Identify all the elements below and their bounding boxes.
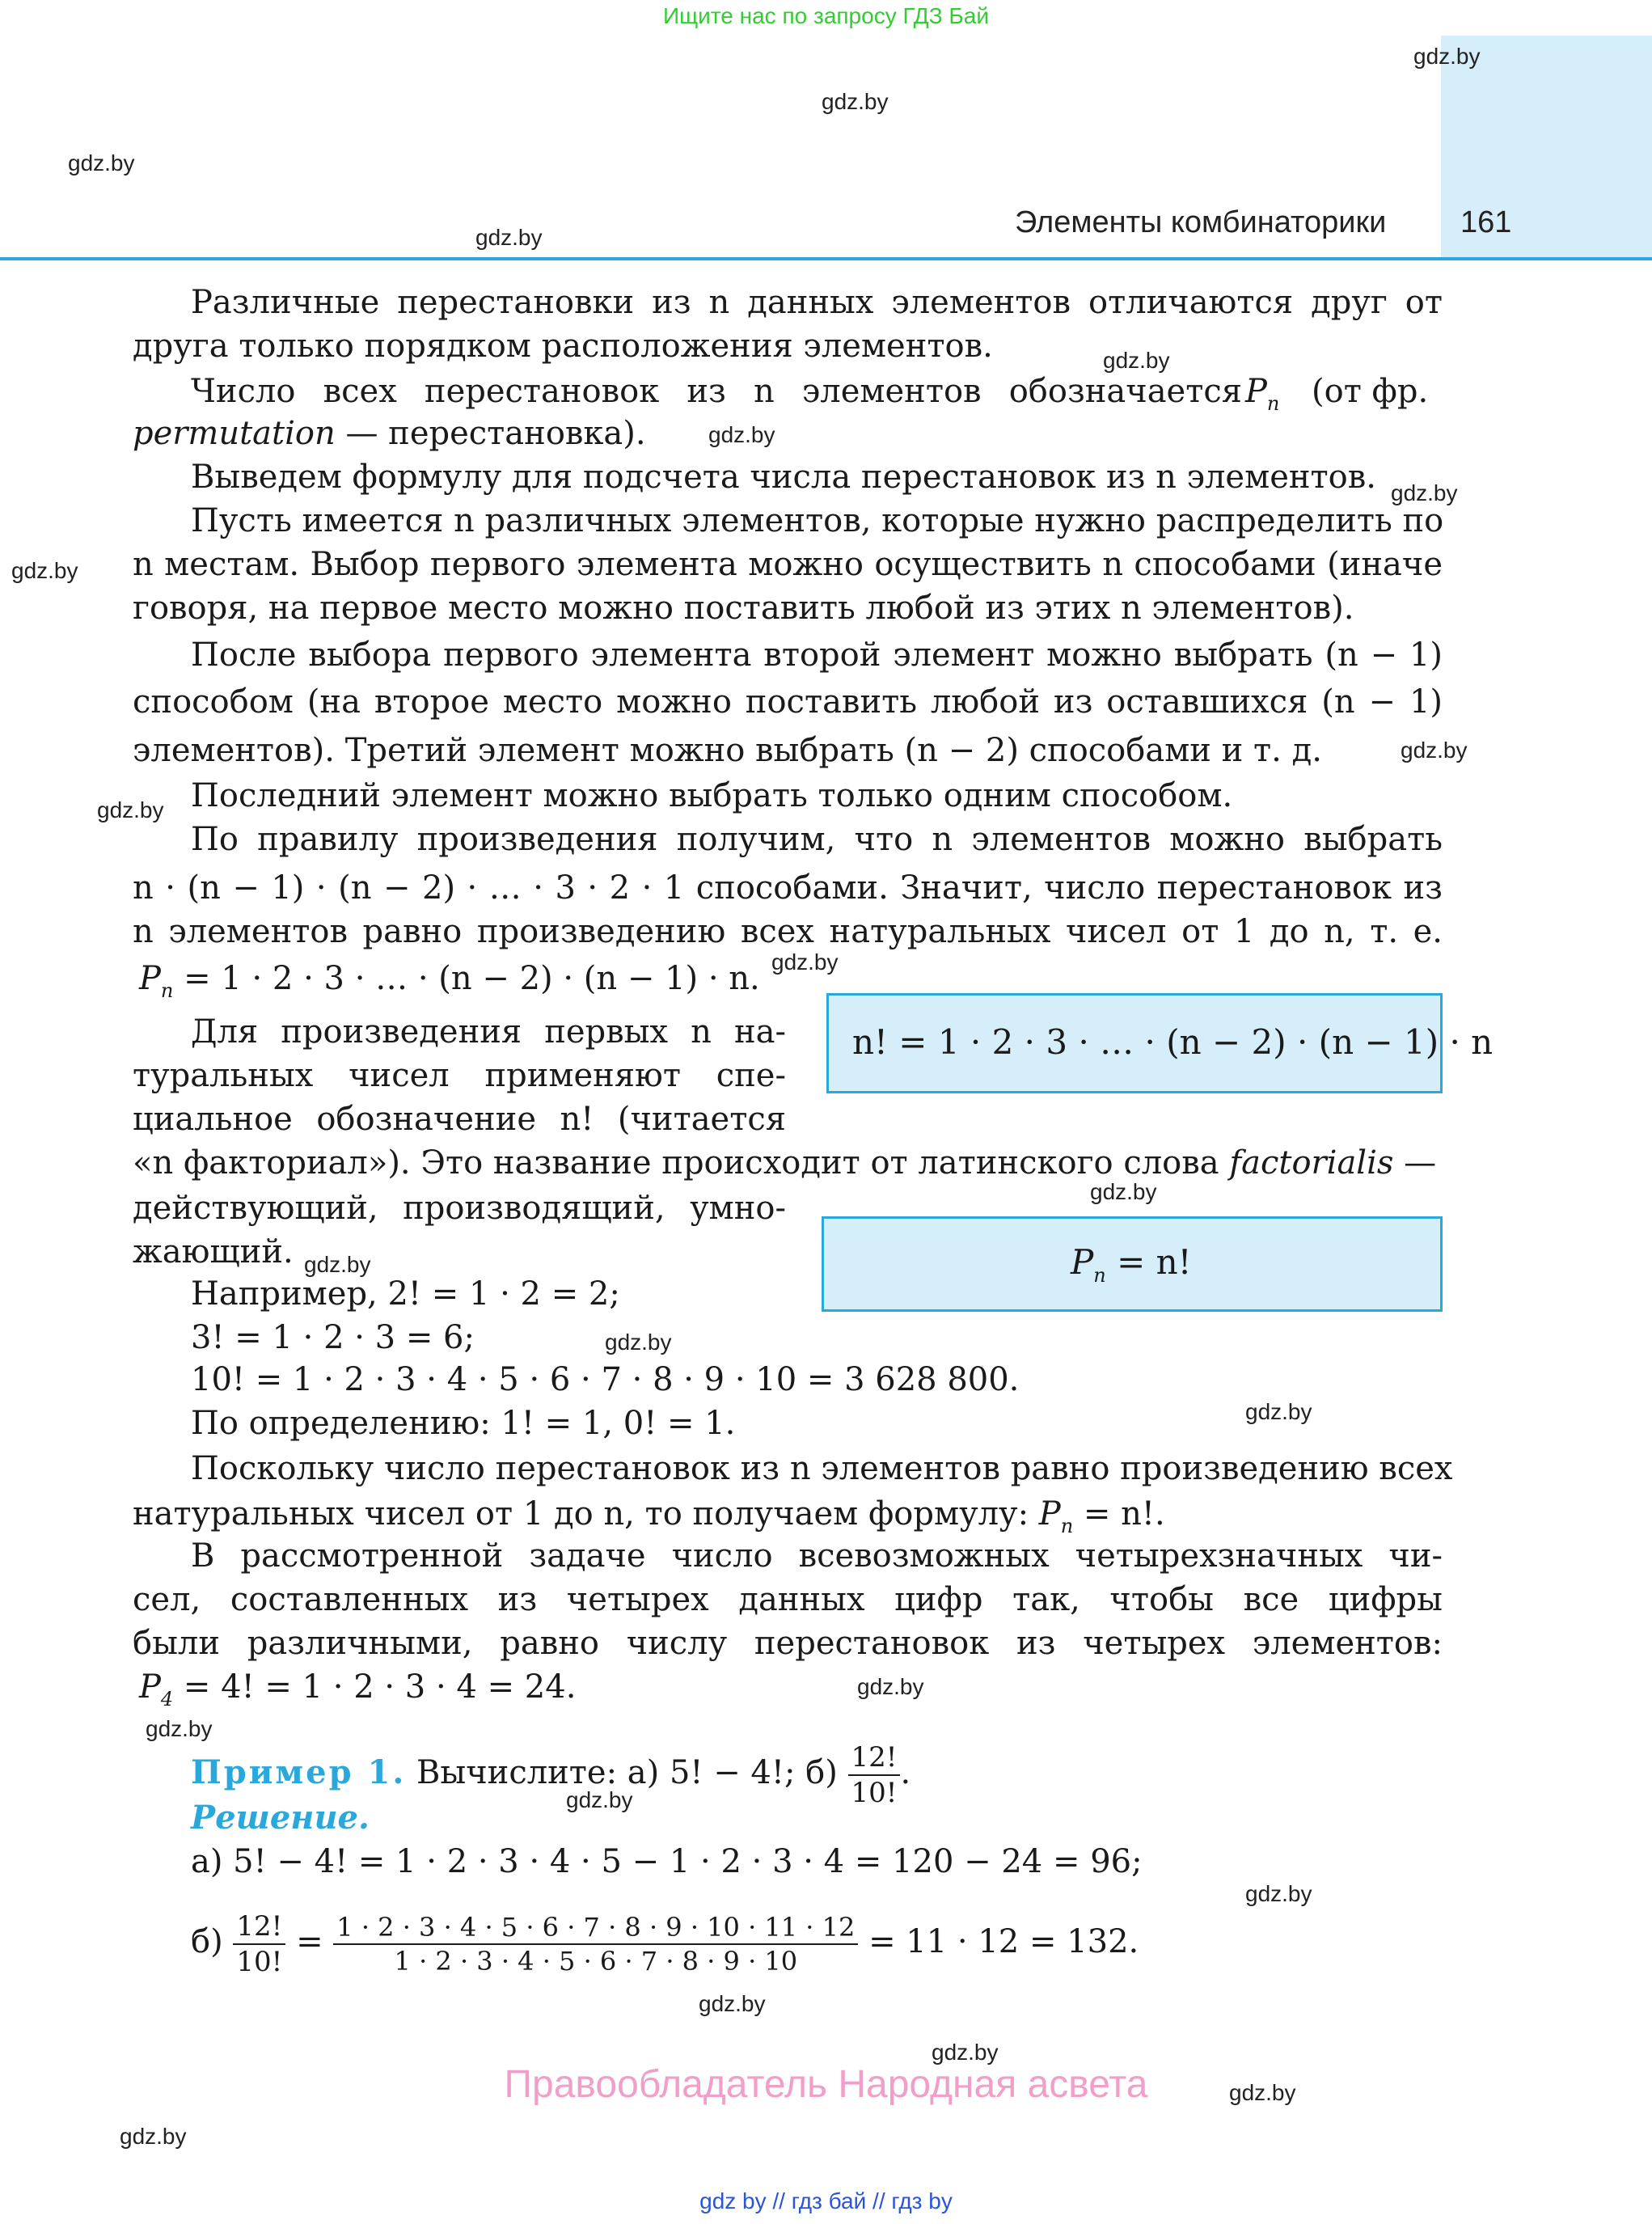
top-banner[interactable]: Ищите нас по запросу ГДЗ Бай [662, 3, 990, 28]
example-label: Пример 1. [191, 1753, 407, 1791]
watermark: gdz.by [932, 2040, 999, 2065]
paragraph-line: $P_4 = 4$! = 1 · 2 · 3 · 4 = 24. [139, 1668, 577, 1710]
watermark: gdz.by [771, 949, 839, 975]
paragraph-line: Различные перестановки из n данных элементов отличаются друг от [191, 284, 1443, 321]
fraction: $\frac{12!}{10!}$ [848, 1744, 901, 1807]
paragraph-line: Последний элемент можно выбрать только одним способом. [191, 777, 1233, 814]
watermark: gdz.by [146, 1716, 213, 1741]
bottom-links[interactable]: gdz by // гдз бай // гдз by [699, 2188, 953, 2213]
copyright-notice: Правообладатель Народная асвета [504, 2063, 1148, 2106]
paragraph-line: говоря, на первое место можно поставить любой из этих n элементов). [133, 590, 1354, 627]
example-line: Например, 2! = 1 · 2 = 2; [191, 1275, 620, 1313]
watermark: gdz.by [699, 1991, 766, 2016]
watermark: gdz.by [68, 150, 135, 175]
watermark: gdz.by [708, 422, 775, 447]
paragraph-line: туральных чисел применяют спе- [133, 1057, 786, 1094]
watermark: gdz.by [1103, 348, 1170, 373]
watermark: gdz.by [1401, 738, 1468, 763]
watermark: gdz.by [822, 89, 889, 114]
permutation-symbol: $P_n$ [1245, 373, 1280, 415]
watermark: gdz.by [304, 1252, 371, 1277]
solution-a: а) 5! − 4! = 1 · 2 · 3 · 4 · 5 − 1 · 2 · 3 · 4 = 120 − 24 = 96; [191, 1843, 1143, 1880]
example-line: По определению: 1! = 1, 0! = 1. [191, 1405, 736, 1442]
fraction: $\frac{12!}{10!}$ [233, 1913, 285, 1976]
paragraph-line: $P_n = 1 \cdot 2 \cdot 3$ · … · (n − 2) · (n − 1) · n. [139, 960, 760, 1002]
header-rule [0, 257, 1652, 260]
factorial-formula: n! = 1 · 2 · 3 · … · (n − 2) · (n − 1) · n [852, 1022, 1494, 1062]
watermark: gdz.by [475, 225, 543, 250]
paragraph-line: были различными, равно числу перестановок из четырех элементов: [133, 1625, 1443, 1662]
watermark: gdz.by [1413, 44, 1481, 69]
paragraph-line: По правилу произведения получим, что n элементов можно выбрать [191, 821, 1443, 858]
watermark: gdz.by [1090, 1179, 1157, 1204]
paragraph-line: Для произведения первых n на- [191, 1013, 786, 1051]
paragraph-line: сел, составленных из четырех данных цифр так, чтобы все цифры [133, 1581, 1443, 1618]
paragraph-line: n элементов равно произведению всех натуральных чисел от 1 до n, т. е. [133, 913, 1443, 950]
watermark: gdz.by [11, 558, 78, 583]
watermark: gdz.by [1245, 1399, 1312, 1424]
paragraph-line: «n факториал»). Это название происходит от латинского слова factorialis — [133, 1144, 1437, 1182]
paragraph-line: После выбора первого элемента второй элемент можно выбрать (n − 1) [191, 636, 1443, 674]
paragraph-line: натуральных чисел от 1 до n, то получаем формулу: $P_n = n$!. [133, 1495, 1165, 1537]
paragraph-line: В рассмотренной задаче число всевозможных четырехзначных чи- [191, 1537, 1443, 1575]
paragraph-line: Число всех перестановок из n элементов обозначается [191, 373, 1242, 410]
paragraph-line: Выведем формулу для подсчета числа перестановок из n элементов. [191, 459, 1376, 496]
paragraph-line: permutation — перестановка). [133, 415, 646, 452]
example-line: 10! = 1 · 2 · 3 · 4 · 5 · 6 · 7 · 8 · 9 · 10 = 3 628 800. [191, 1361, 1020, 1398]
solution-b: б) $\frac{12!}{10!}$ = $\frac{1 \cdot 2 \cdot 3 \cdot 4 \cdot 5 \cdot 6 \cdot 7 \cdot 8 \cdot 9 \cdot 10 \cdot 11 \cdot 12}{1 \cdot 2 \cdot 3 \cdot 4 \cdot 5 \cdot 6 \cdot 7 \cdot 8 \cdot 9 \cdot 10}$ = 11 · 12 = 132. [191, 1910, 1139, 1978]
example-task: Пример 1. Вычислите: а) 5! − 4!; б) $\frac{12!}{10!}$ . [191, 1741, 911, 1809]
watermark: gdz.by [1245, 1881, 1312, 1906]
paragraph-line: элементов). Третий элемент можно выбрать (n − 2) способами и т. д. [133, 732, 1322, 769]
section-title: Элементы комбинаторики [1015, 205, 1387, 239]
paragraph-line: циальное обозначение n! (читается [133, 1101, 786, 1138]
paragraph-line: n местам. Выбор первого элемента можно осуществить n способами (иначе [133, 546, 1443, 583]
permutation-formula: $P_n = n$! [1071, 1242, 1192, 1287]
watermark: gdz.by [1391, 480, 1458, 505]
watermark: gdz.by [566, 1787, 633, 1812]
paragraph-line: Поскольку число перестановок из n элементов равно произведению всех [191, 1450, 1453, 1487]
watermark: gdz.by [120, 2124, 187, 2149]
solution-label: Решение. [191, 1799, 370, 1837]
page-number: 161 [1460, 205, 1512, 239]
watermark: gdz.by [1229, 2080, 1296, 2105]
paragraph-line: n · (n − 1) · (n − 2) · … · 3 · 2 · 1 способами. Значит, число перестановок из [133, 869, 1443, 907]
paragraph-line: друга только порядком расположения элементов. [133, 328, 993, 365]
paragraph-line: (от фр. [1312, 373, 1429, 410]
paragraph-line: Пусть имеется n различных элементов, которые нужно распределить по [191, 502, 1444, 539]
watermark: gdz.by [857, 1674, 924, 1699]
watermark: gdz.by [97, 797, 164, 822]
paragraph-line: действующий, производящий, умно- [133, 1190, 786, 1227]
paragraph-line: способом (на второе место можно поставить любой из оставшихся (n − 1) [133, 683, 1443, 721]
fraction: $\frac{1 \cdot 2 \cdot 3 \cdot 4 \cdot 5 \cdot 6 \cdot 7 \cdot 8 \cdot 9 \cdot 10 \cdot 11 \cdot 12}{1 \cdot 2 \cdot 3 \cdot 4 \cdot 5 \cdot 6 \cdot 7 \cdot 8 \cdot 9 \cdot 10}$ [333, 1914, 858, 1974]
example-line: 3! = 1 · 2 · 3 = 6; [191, 1319, 475, 1356]
watermark: gdz.by [605, 1330, 672, 1355]
paragraph-line: жающий. [133, 1233, 294, 1271]
